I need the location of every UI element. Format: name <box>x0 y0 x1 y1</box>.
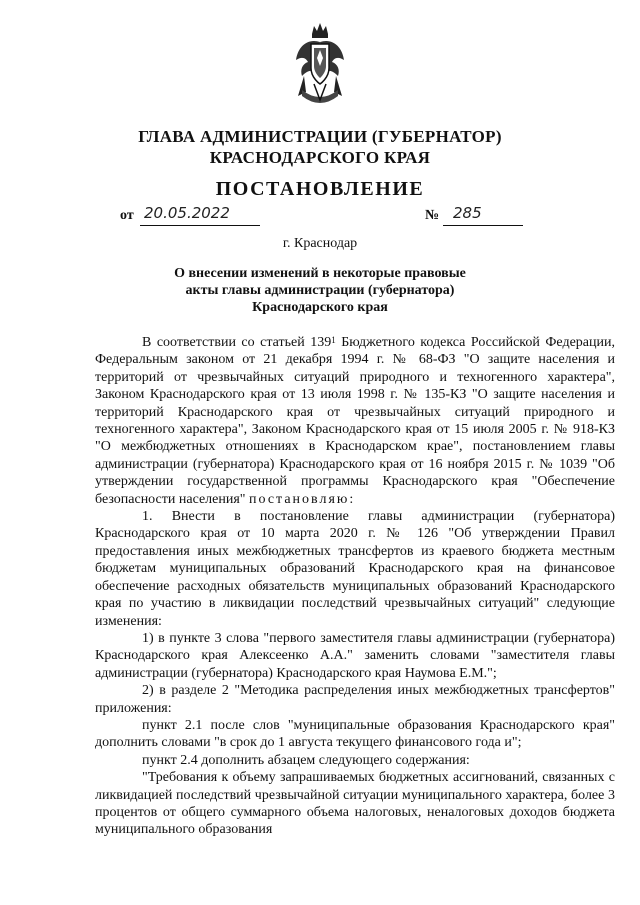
handwritten-date: 20.05.2022 <box>144 204 230 222</box>
number-prefix: № <box>425 208 440 223</box>
resolve-word: постановляю <box>249 491 350 507</box>
paragraph-item-1: 1. Внести в постановление главы администрации (губернатора) Краснодарского края от 10 марта 2020 г. № 126 "Об утверждении Правил предоставления иных межбюджетных трансфертов из краевого бюджета местным бюджетам муниципальных образований Краснодарского края на финансовое обеспечение расходных обязательств муниципальных образований Краснодарского края по участию в ликвидации последствий чрезвычайных ситуаций" следующие изменения: <box>95 509 615 629</box>
paragraph-point-2-4: пункт 2.4 дополнить абзацем следующего содержания: <box>142 752 470 768</box>
city: г. Краснодар <box>282 236 358 251</box>
number-line <box>425 204 482 224</box>
paragraph-point-2-1: пункт 2.1 после слов "муниципальные образования Краснодарского края" дополнить словами "в срок до 1 августа текущего финансового года и"; <box>95 717 615 751</box>
date-underline <box>140 225 260 226</box>
number-underline <box>443 225 523 226</box>
preamble-colon: : <box>349 491 354 507</box>
preamble-paragraph <box>95 334 615 508</box>
date-prefix: от <box>120 208 134 223</box>
paragraph-requirements: "Требования к объему запрашиваемых бюджетных ассигнований, связанных с ликвидацией последствий чрезвычайной ситуации муниципального характера, более 3 процентов от общего суммарного объема налоговых, неналоговых доходов бюджета муниципального образования <box>95 770 615 838</box>
date-line <box>120 204 230 224</box>
authority-line-2: КРАСНОДАРСКОГО КРАЯ <box>209 148 431 167</box>
preamble-text-b: Бюджетного кодекса Российской Федерации, Федеральным законом от 21 декабря 1994 г. № 68-ФЗ "О защите населения и территорий от чрезвычайных ситуаций природного и техногенного характера", Законом Краснодарского края от 13 июля 1998 г. № 135-КЗ "О защите населения и территорий Краснодарского края от чрезвычайных ситуаций природного и техногенного характера", Законом Краснодарского края от 15 июля 2005 г. № 918-КЗ "О межбюджетных отношениях в Краснодарском крае", постановлением главы администрации (губернатора) Краснодарского края от 16 ноября 2015 г. № 1039 "Об утверждении государственной программы Краснодарского края "Обеспечение безопасности населения" <box>95 335 615 507</box>
preamble-text-a: В соответствии со статьей 139 <box>142 335 332 350</box>
decree-body <box>95 334 615 839</box>
handwritten-number: 285 <box>453 204 482 222</box>
subject-line-2: акты главы администрации (губернатора) <box>185 283 455 298</box>
decree-subject <box>100 265 540 316</box>
subject-line-1: О внесении изменений в некоторые правовые <box>174 266 466 281</box>
paragraph-subitem-2: 2) в разделе 2 "Методика распределения иных межбюджетных трансфертов" приложения: <box>95 683 615 716</box>
coat-of-arms-emblem <box>290 20 350 110</box>
paragraph-subitem-1: 1) в пункте 3 слова "первого заместителя главы администрации (губернатора) Краснодарского края Алексеенко А.А." заменить словами "заместителя главы администрации (губернатора) Краснодарского края Наумова Е.М."; <box>95 630 615 681</box>
document-type-title: ПОСТАНОВЛЕНИЕ <box>215 178 425 200</box>
subject-line-3: Краснодарского края <box>252 300 388 315</box>
article-superscript: 1 <box>331 335 336 345</box>
authority-line-1: ГЛАВА АДМИНИСТРАЦИИ (ГУБЕРНАТОР) <box>138 127 502 146</box>
